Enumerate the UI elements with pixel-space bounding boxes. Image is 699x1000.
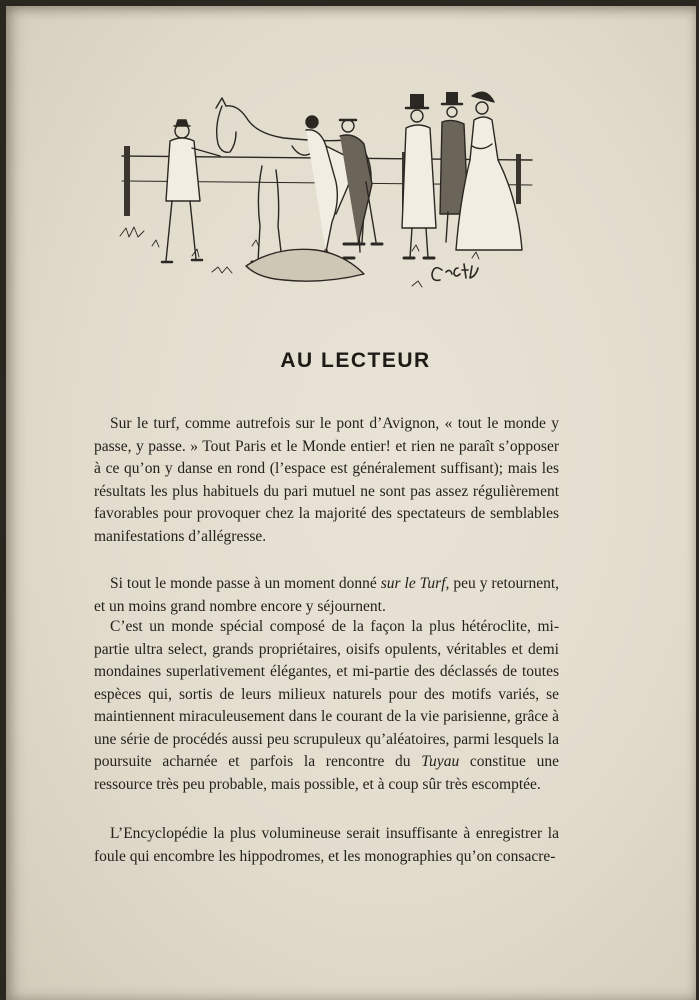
paragraph-1-text: Sur le turf, comme autrefois sur le pont d’Avignon, « tout le monde y passe, y passe. » Tout Paris et le Monde entier! et rien ne paraît s’opposer à ce qu’on y danse en rond (l’espace est généralement suffisant); mais les résultats les plus habituels du pari mutuel ne sont pas assez régulièrement favorables pour provoquer chez la majorité des spectateurs de semblables manifestations d’allégresse. (94, 415, 559, 545)
paragraph-2-italic: sur le Turf, (380, 575, 450, 592)
paragraph-3-text-start: C’est un monde spécial composé de la façon la plus hétéroclite, mi-partie ultra select, grands propriétaires, oisifs opulents, véritables et demi mondaines superlativement élégantes, et mi-partie des déclassés de toutes espèces qui, sortis de leurs milieux naturels pour des motifs variés, se maintiennent miraculeusement dans le courant de la vie parisienne, grâce à une série de procédés aussi peu scrupuleux qu’aléatoires, parmi lesquels la poursuite acharnée et parfois la rencontre du (94, 618, 559, 770)
paragraph-1 (94, 413, 559, 548)
paragraph-2-text-start: Si tout le monde passe à un moment donné (110, 575, 381, 592)
paragraph-4-text: L’Encyclopédie la plus volumineuse serait insuffisante à enregistrer la foule qui encombre les hippodromes, et les monographies qu’on consacre- (94, 825, 559, 865)
page-title: AU LECTEUR (280, 349, 431, 372)
paragraph-2 (94, 573, 559, 618)
paragraph-2-text-end: peu y retournent, et un moins grand nombre encore y séjournent. (94, 575, 560, 615)
book-page (6, 6, 696, 1000)
horse-race-sketch-icon (112, 86, 552, 296)
paragraph-3 (94, 616, 559, 796)
paragraph-3-text-end: constitue une ressource très peu probable, mais possible, et à coup sûr très escomptée. (94, 753, 560, 793)
paragraph-4 (94, 823, 559, 868)
paragraph-3-italic: Tuyau (421, 753, 460, 770)
